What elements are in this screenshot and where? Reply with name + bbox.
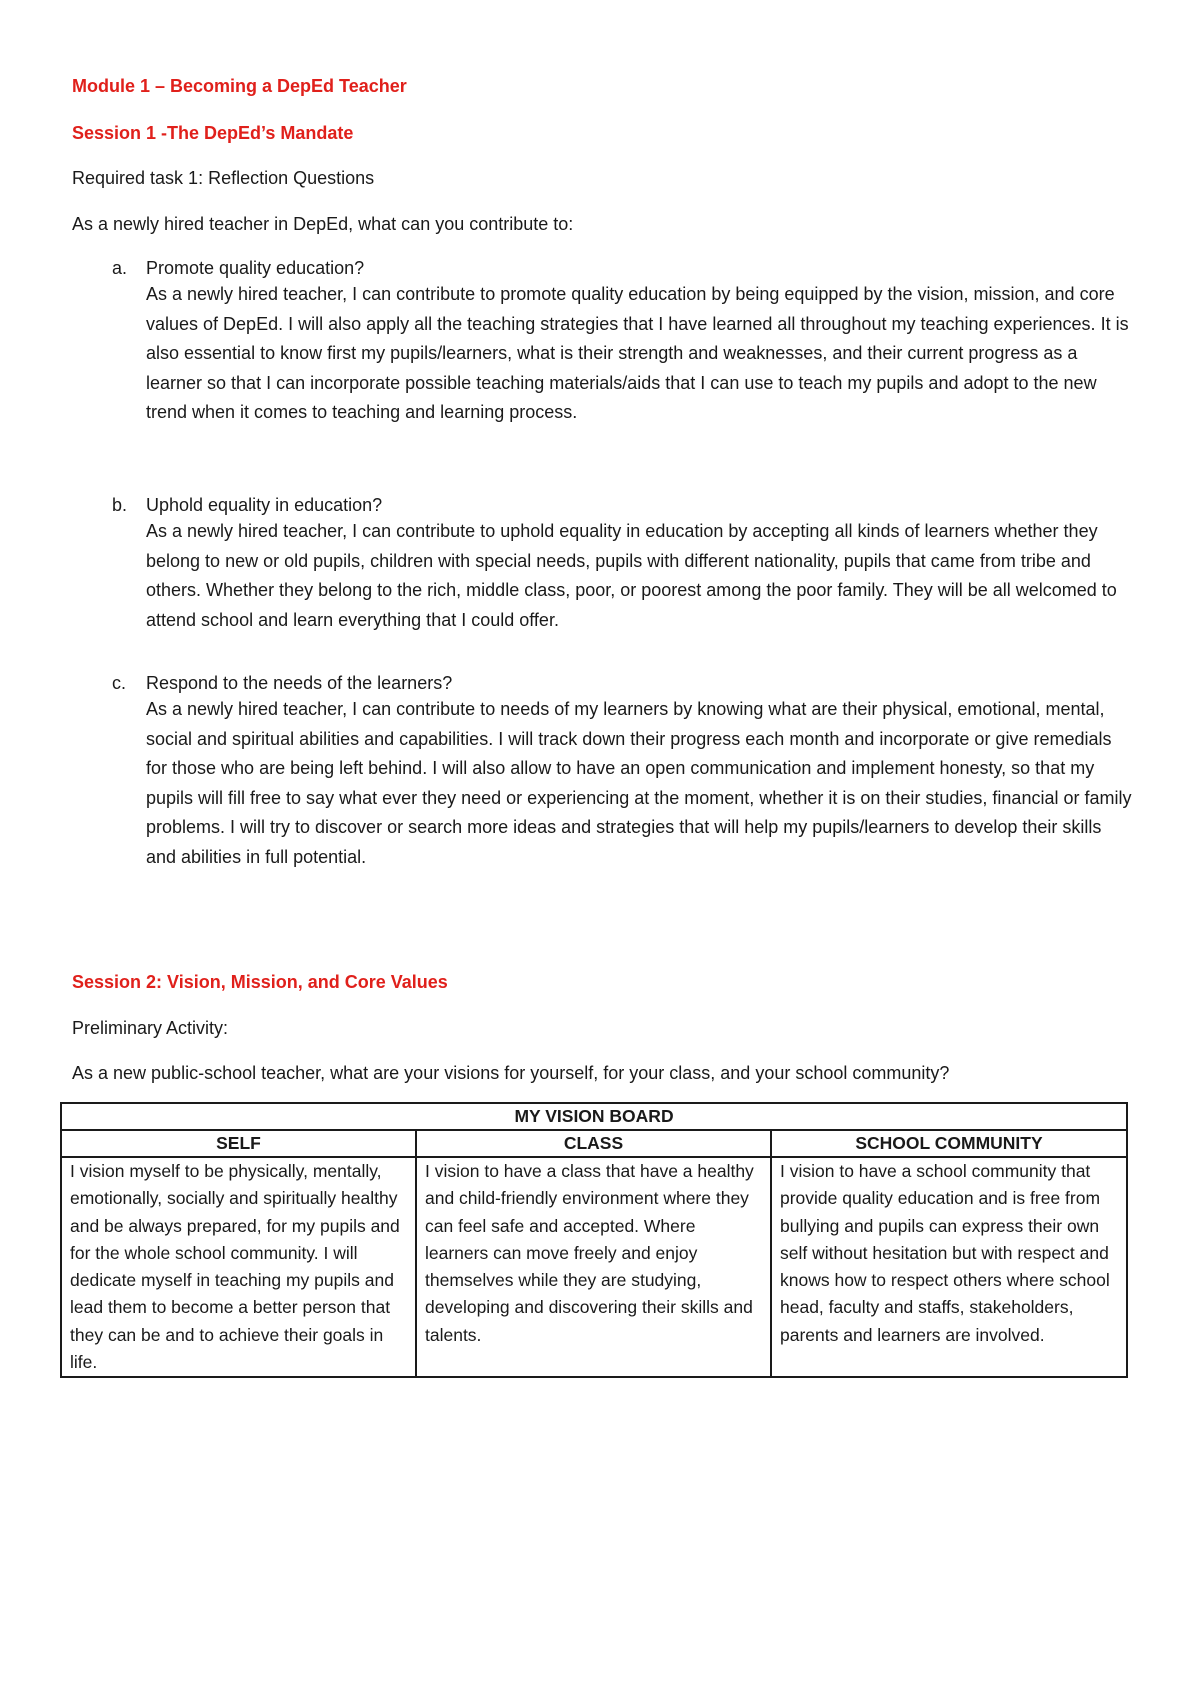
reflection-answer: As a newly hired teacher, I can contribute to uphold equality in education by accepting all kinds of learners whether they belong to new or old pupils, children with special needs, pupils with different nationality, pupils that came from tribe and others. Whether they belong to the rich, middle class, poor, or poorest among the poor family. They will be all welcomed to attend school and learn everything that I could offer.: [146, 521, 1117, 630]
reflection-question: Respond to the needs of the learners?: [146, 673, 453, 693]
reflection-item-b: [72, 493, 1132, 635]
session2-activity: Preliminary Activity:: [72, 1018, 229, 1038]
cell-class: I vision to have a class that have a healthy and child-friendly environment where they can feel safe and accepted. Where learners can move freely and enjoy themselves while they are studying, developing and discovering their skills and talents.: [416, 1157, 771, 1377]
item-marker: c.: [112, 673, 127, 693]
item-marker: a.: [112, 258, 128, 278]
header-school-community: SCHOOL COMMUNITY: [771, 1130, 1127, 1157]
vision-board-table: [60, 1102, 1128, 1378]
reflection-answer: As a newly hired teacher, I can contribute to needs of my learners by knowing what are their physical, emotional, mental, social and spiritual abilities and capabilities. I will track down their progress each month and incorporate or give remedials for those who are being left behind. I will also allow to have an open communication and implement honesty, so that my pupils will fill free to say what ever they need or experiencing at the moment, whether it is on their studies, financial or family problems. I will try to discover or search more ideas and strategies that will help my pupils/learners to develop their skills and abilities in full potential.: [146, 699, 1132, 867]
reflection-item-c: [72, 671, 1132, 872]
session1-title: Session 1 -The DepEd’s Mandate: [72, 123, 354, 143]
session2-title: Session 2: Vision, Mission, and Core Values: [72, 972, 448, 992]
item-marker: b.: [112, 495, 128, 515]
session1-prompt: As a newly hired teacher in DepEd, what can you contribute to:: [72, 214, 574, 234]
cell-self: I vision myself to be physically, mentally, emotionally, socially and spiritually healthy and be always prepared, for my pupils and for the whole school community. I will dedicate myself in teaching my pupils and lead them to become a better person that they can be and to achieve their goals in life.: [61, 1157, 416, 1377]
reflection-answer: As a newly hired teacher, I can contribute to promote quality education by being equipped by the vision, mission, and core values of DepEd. I will also apply all the teaching strategies that I have learned all throughout my teaching experiences. It is also essential to know first my pupils/learners, what is their strength and weaknesses, and their current progress as a learner so that I can incorporate possible teaching materials/aids that I can use to teach my pupils and adopt to the new trend when it comes to teaching and learning process.: [146, 284, 1129, 422]
reflection-question: Uphold equality in education?: [146, 495, 383, 515]
session2-prompt: As a new public-school teacher, what are your visions for yourself, for your class, and your school community?: [72, 1063, 950, 1083]
vision-board-title: MY VISION BOARD: [61, 1103, 1127, 1130]
module-title: Module 1 – Becoming a DepEd Teacher: [72, 76, 407, 96]
header-self: SELF: [61, 1130, 416, 1157]
cell-school-community: I vision to have a school community that provide quality education and is free from bullying and pupils can express their own self without hesitation but with respect and knows how to respect others where school head, faculty and staffs, stakeholders, parents and learners are involved.: [771, 1157, 1127, 1377]
reflection-question: Promote quality education?: [146, 258, 365, 278]
session1-task: Required task 1: Reflection Questions: [72, 168, 375, 188]
header-class: CLASS: [416, 1130, 771, 1157]
reflection-item-a: [72, 256, 1132, 428]
